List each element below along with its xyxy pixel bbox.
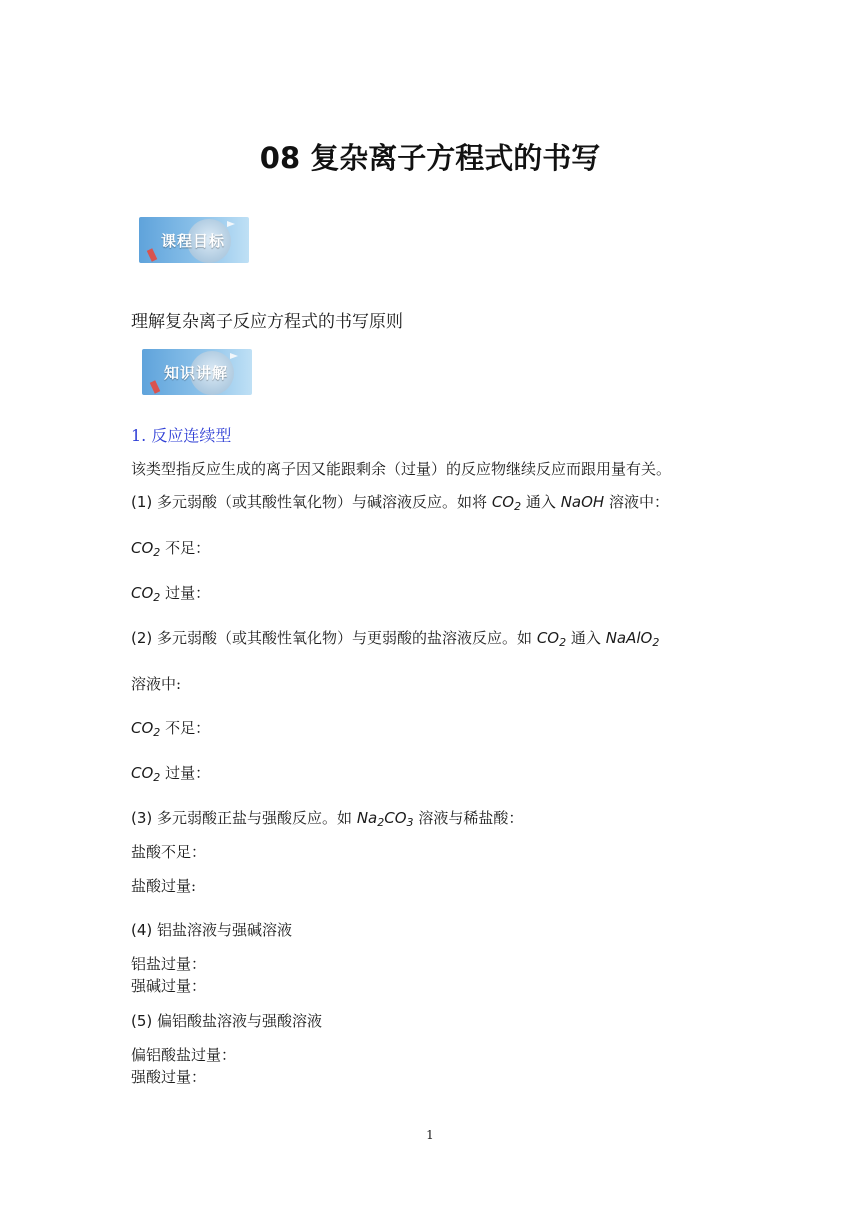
condition-line: 盐酸过量: (131, 877, 197, 895)
page-title: 08 复杂离子方程式的书写 (259, 141, 601, 175)
badge-label: 课程目标 (161, 232, 226, 250)
formula-co2: $CO_2$ (131, 719, 161, 739)
item-number: (1) (131, 493, 153, 511)
condition-line: 盐酸不足： (131, 843, 207, 861)
item-text: 通入 (570, 629, 601, 647)
item-4-line (131, 920, 292, 940)
co2-insufficient-line (131, 538, 210, 560)
item-text: 铝盐溶液与强碱溶液 (157, 921, 293, 939)
condition-line: 强碱过量： (131, 977, 207, 995)
item-number: (2) (131, 629, 153, 647)
item-text: 偏铝酸盐溶液与强酸溶液 (157, 1012, 323, 1030)
paper-plane-icon (230, 353, 238, 359)
pencil-icon (150, 380, 161, 393)
badge-label: 知识讲解 (164, 364, 229, 382)
item-number: (4) (131, 921, 153, 939)
condition-label: 过量： (165, 584, 211, 602)
condition-label: 不足： (165, 719, 211, 737)
item-text: 溶液中： (608, 493, 669, 511)
condition-line: 强酸过量： (131, 1068, 207, 1086)
section-description: 该类型指反应生成的离子因又能跟剩余（过量）的反应物继续反应而跟用量有关。 (131, 460, 672, 478)
formula-naalo2: NaAlO$_2$ (605, 629, 660, 649)
item-5-line (131, 1011, 322, 1031)
condition-label: 不足： (165, 539, 211, 557)
item-text: 多元弱酸（或其酸性氧化物）与碱溶液反应。如将 (157, 493, 488, 511)
item-1-line (131, 492, 669, 514)
item-text: 溶液与稀盐酸： (418, 809, 524, 827)
objective-text: 理解复杂离子反应方程式的书写原则 (131, 312, 403, 332)
item-text: 多元弱酸正盐与强酸反应。如 (157, 809, 353, 827)
page-number: 1 (426, 1128, 434, 1142)
item-number: (3) (131, 809, 153, 827)
condition-label: 过量： (165, 764, 211, 782)
item-text: 通入 (525, 493, 556, 511)
formula-naoh: NaOH (560, 493, 605, 511)
item-number: (5) (131, 1012, 153, 1030)
item-3-line (131, 808, 523, 830)
item-2-line (131, 628, 659, 650)
condition-line: 铝盐过量： (131, 955, 207, 973)
formula-co2: $CO_2$ (536, 629, 567, 649)
formula-co2: $CO_2$ (131, 539, 161, 559)
formula-co2: $CO_2$ (131, 584, 161, 604)
formula-na2co3: $Na_2CO_3$ (356, 809, 414, 829)
formula-co2: $CO_2$ (131, 764, 161, 784)
item-text: 多元弱酸（或其酸性氧化物）与更弱酸的盐溶液反应。如 (157, 629, 533, 647)
paper-plane-icon (227, 221, 235, 227)
condition-line: 偏铝酸盐过量： (131, 1046, 237, 1064)
co2-insufficient-line (131, 718, 210, 740)
course-objective-badge (139, 217, 249, 263)
knowledge-badge (142, 349, 252, 395)
pencil-icon (147, 248, 158, 261)
co2-excess-line (131, 763, 210, 785)
section-heading: 1. 反应连续型 (131, 426, 232, 445)
formula-co2: $CO_2$ (491, 493, 522, 513)
co2-excess-line (131, 583, 210, 605)
item-2-continuation: 溶液中: (131, 675, 182, 693)
